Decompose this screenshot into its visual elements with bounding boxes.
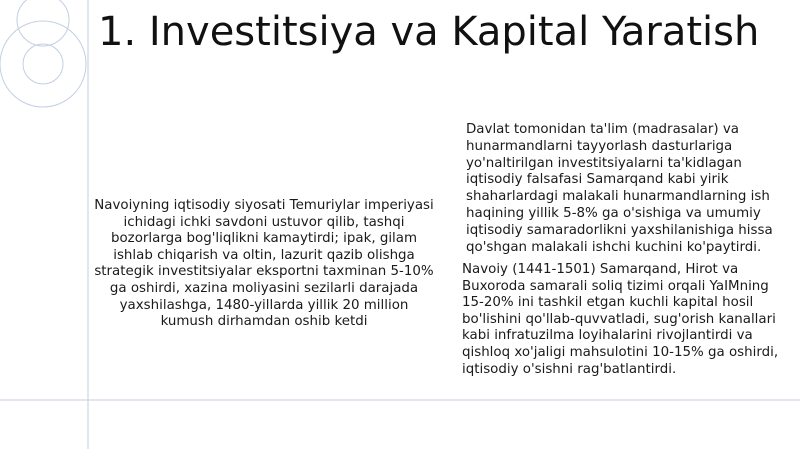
decorative-circle-top — [17, 0, 69, 46]
left-paragraph: Navoiyning iqtisodiy siyosati Temuriylar imperiyasi ichidagi ichki savdoni ustuvor qilib, tashqi bozorlarga bog'liqlikni kamaytirdi; ipak, gilam ishlab chiqarish va oltin, lazurit qazib olishga strategik investitsiyalar eksportni taxminan 5-10% ga oshirdi, xazina moliyasini sezilarli darajada yaxshilashga, 1480-yillarda yillik 20 million kumush dirhamdan oshib ketdi — [94, 198, 434, 330]
decorative-circle-small — [23, 44, 63, 84]
right-bottom-paragraph: Navoiy (1441-1501) Samarqand, Hirot va Buxoroda samarali soliq tizimi orqali YaIMning 15-20% ini tashkil etgan kuchli kapital hosil bo'lishini qo'llab-quvvatladi, sug'orish kanallari kabi infratuzilma loyihalarini rivojlantirdi va qishloq xo'jaligi mahsulotini 10-15% ga oshirdi, iqtisodiy o'sishni rag'batlantirdi. — [462, 262, 779, 377]
slide-title: 1. Investitsiya va Kapital Yaratish — [98, 9, 760, 55]
right-top-paragraph: Davlat tomonidan ta'lim (madrasalar) va hunarmandlarni tayyorlash dasturlariga yo'naltirilgan investitsiyalarni ta'kidlagan iqtisodiy falsafasi Samarqand kabi yirik shaharlardagi malakali hunarmandlarning ish haqining yillik 5-8% ga o'sishiga va umumiy iqtisodiy samaradorlikni yaxshilanishiga hissa qo'shgan malakali ishchi kuchini ko'paytirdi. — [466, 122, 773, 255]
decorative-circle-large — [0, 21, 86, 107]
